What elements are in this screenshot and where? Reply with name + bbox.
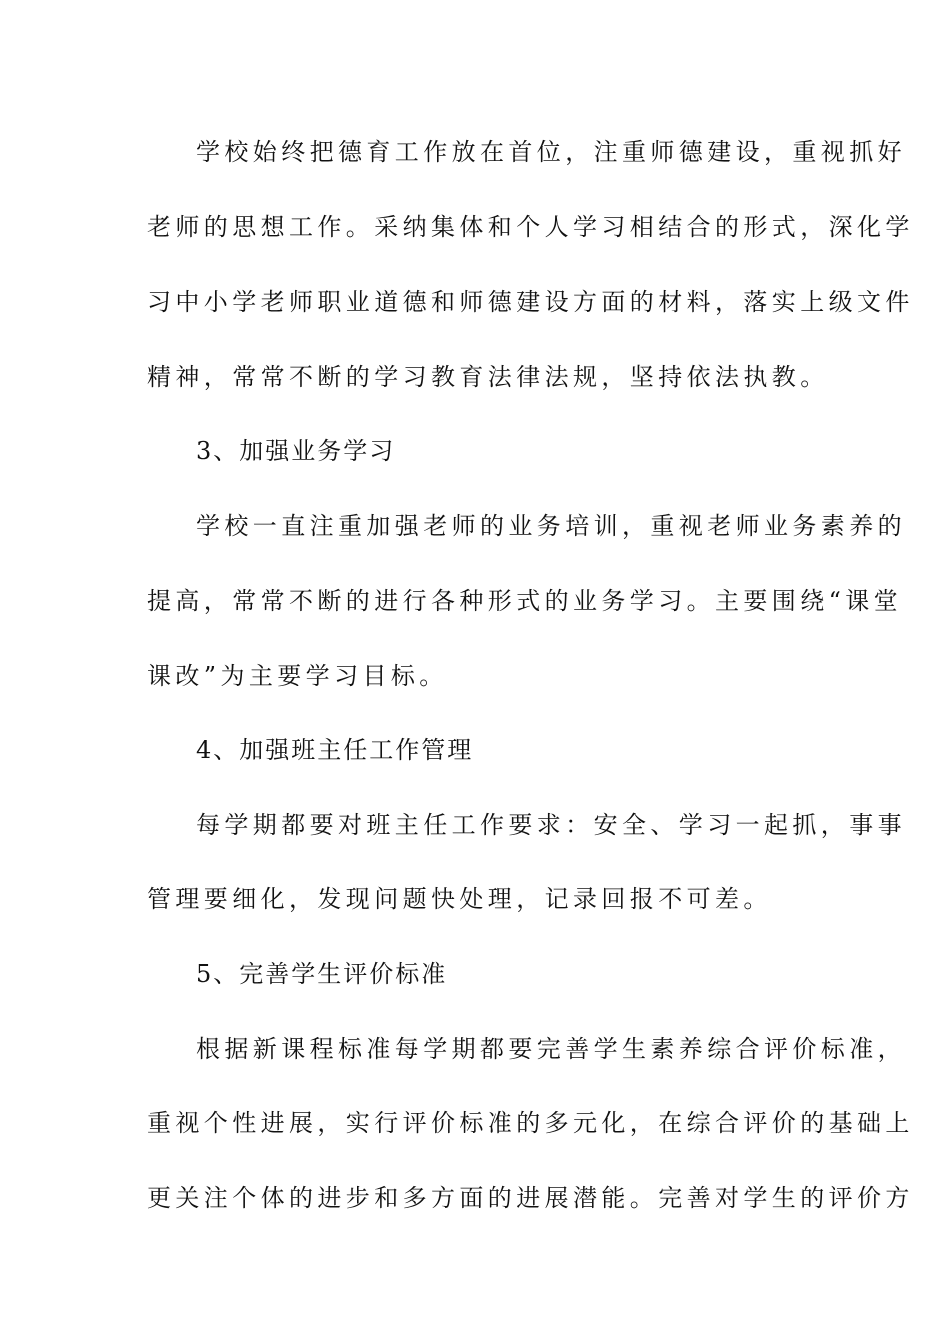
section-heading: 3、加强业务学习	[196, 437, 396, 465]
paragraph-line: 精神，常常不断的学习教育法律法规，坚持依法执教。	[147, 363, 829, 391]
paragraph-line: 老师的思想工作。采纳集体和个人学习相结合的形式，深化学	[147, 213, 914, 241]
paragraph-line: 提高，常常不断的进行各种形式的业务学习。主要围绕“课堂	[147, 587, 903, 615]
paragraph-line: 根据新课程标准每学期都要完善学生素养综合评价标准，	[196, 1035, 906, 1063]
paragraph-line: 管理要细化，发现问题快处理，记录回报不可差。	[147, 885, 772, 913]
paragraph-line: 课改”为主要学习目标。	[147, 662, 448, 690]
section-heading: 4、加强班主任工作管理	[196, 736, 474, 764]
section-heading: 5、完善学生评价标准	[196, 960, 448, 988]
paragraph-line: 每学期都要对班主任工作要求：安全、学习一起抓，事事	[196, 811, 906, 839]
paragraph-line: 学校始终把德育工作放在首位，注重师德建设，重视抓好	[196, 138, 906, 166]
paragraph-line: 重视个性进展，实行评价标准的多元化，在综合评价的基础上	[147, 1109, 914, 1137]
paragraph-line: 学校一直注重加强老师的业务培训，重视老师业务素养的	[196, 512, 906, 540]
paragraph-line: 更关注个体的进步和多方面的进展潜能。完善对学生的评价方	[147, 1184, 914, 1212]
paragraph-line: 习中小学老师职业道德和师德建设方面的材料，落实上级文件	[147, 288, 914, 316]
